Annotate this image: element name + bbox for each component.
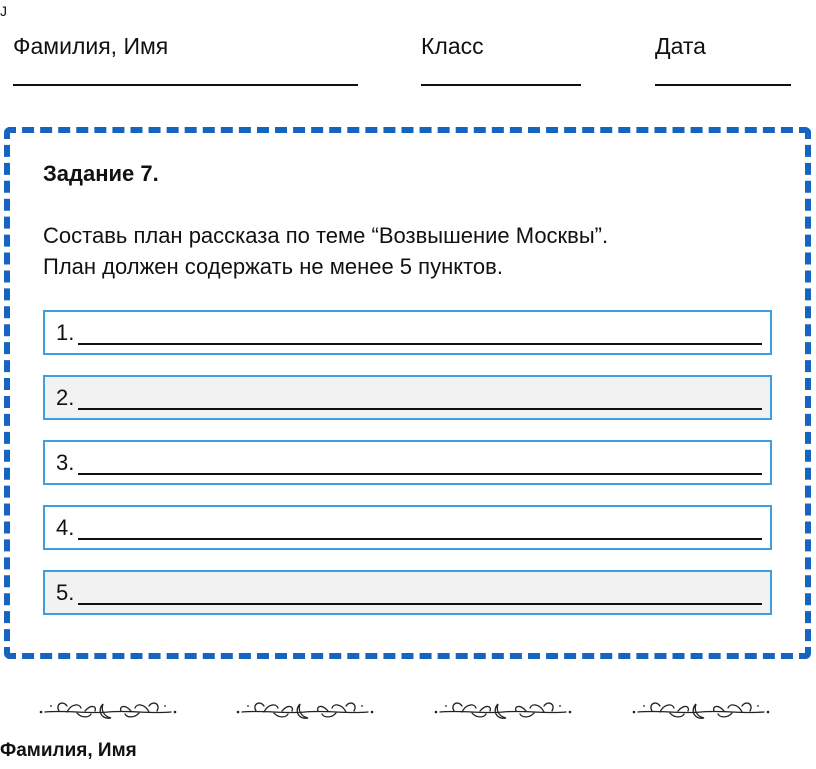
footer-name-label: Фамилия, Имя	[0, 740, 137, 761]
answer-line[interactable]	[78, 473, 762, 475]
answer-line[interactable]	[78, 343, 762, 345]
plan-item-number: 1.	[56, 320, 75, 345]
plan-item-3[interactable]	[43, 440, 772, 485]
task-instructions	[43, 220, 783, 282]
answer-line[interactable]	[78, 603, 762, 605]
plan-item-number: 2.	[56, 385, 75, 410]
task-instruction-line-2: План должен содержать не менее 5 пунктов.	[43, 254, 503, 279]
plan-item-4[interactable]	[43, 505, 772, 550]
name-label: Фамилия, Имя	[13, 33, 169, 59]
class-field-line[interactable]	[421, 84, 581, 86]
plan-item-number: 4.	[56, 515, 75, 540]
name-field-line[interactable]	[13, 84, 358, 86]
corner-mark: J	[0, 3, 7, 19]
task-title: Задание 7.	[43, 161, 159, 186]
answer-line[interactable]	[78, 538, 762, 540]
plan-item-number: 5.	[56, 580, 75, 605]
plan-item-2[interactable]	[43, 375, 772, 420]
answer-line[interactable]	[78, 408, 762, 410]
class-label: Класс	[421, 33, 484, 59]
floral-vine-divider-icon	[432, 694, 574, 726]
date-label: Дата	[655, 33, 706, 59]
floral-vine-divider-icon	[37, 694, 179, 726]
floral-vine-divider-icon	[234, 694, 376, 726]
task-instruction-line-1: Составь план рассказа по теме “Возвышение Москвы”.	[43, 223, 609, 248]
date-field-line[interactable]	[655, 84, 791, 86]
plan-item-1[interactable]	[43, 310, 772, 355]
floral-vine-divider-icon	[630, 694, 772, 726]
plan-item-5[interactable]	[43, 570, 772, 615]
plan-item-number: 3.	[56, 450, 75, 475]
